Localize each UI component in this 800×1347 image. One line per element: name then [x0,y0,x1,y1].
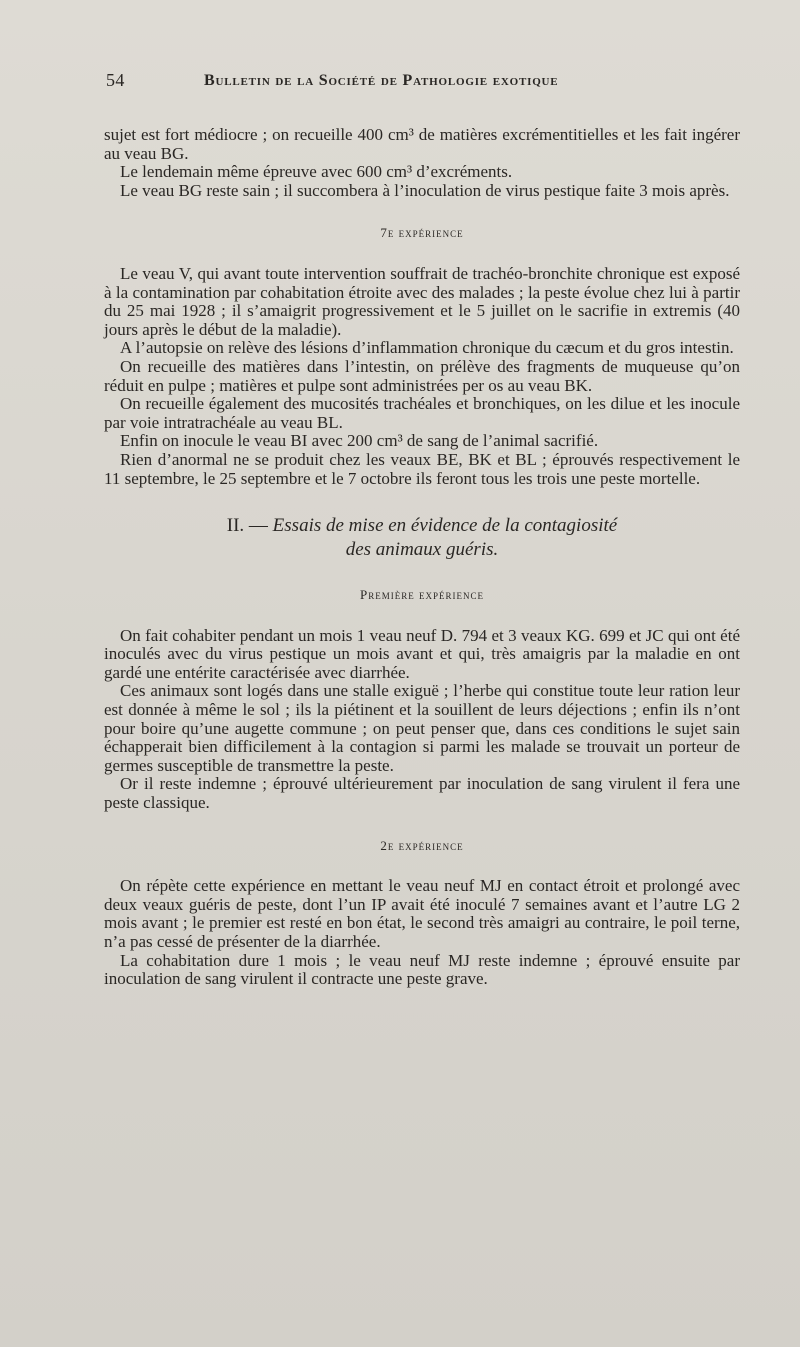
paragraph: Or il reste indemne ; éprouvé ultérieurement par inoculation de sang virulent il fera une peste classique. [104,774,740,813]
running-title: Bulletin de la Société de Pathologie exotique [204,72,559,89]
paragraph: sujet est fort médiocre ; on recueille 400 cm³ de matières excrémentitielles et les fait ingérer au veau BG. [104,125,740,163]
page-number: 54 [106,70,125,90]
page-body [104,126,740,989]
section-heading-exp1: Première expérience [360,587,484,603]
part-numeral: II. — [226,515,268,537]
paragraph: Enfin on inocule le veau BI avec 200 cm³ de sang de l’animal sacrifié. [120,431,599,451]
paragraph: On recueille également des mucosités trachéales et bronchiques, on les dilue et les inocule par voie intratrachéale au veau BL. [104,394,740,432]
section-heading-exp7: 7e expérience [380,225,464,241]
section-heading-exp2: 2e expérience [380,837,464,853]
paragraph: On répète cette expérience en mettant le veau neuf MJ en contact étroit et prolongé avec deux veaux guéris de peste, dont l’un IP avait été inoculé 7 semaines avant et l’autre LG 2 mois avant ; le premier est resté en bon état, le second très amaigri au contraire, le poil terne, n’a pas cessé de présenter de la diarrhée. [104,876,740,951]
paragraph: La cohabitation dure 1 mois ; le veau neuf MJ reste indemne ; éprouvé ensuite par inoculation de sang virulent il contracte une peste grave. [104,950,740,989]
part-title-line1: Essais de mise en évidence de la contagiosité [272,515,618,537]
paragraph: A l’autopsie on relève des lésions d’inflammation chronique du cæcum et du gros intestin. [120,338,734,358]
part-title [104,514,740,562]
paragraph: Rien d’anormal ne se produit chez les veaux BE, BK et BL ; éprouvés respectivement le 11 septembre, le 25 septembre et le 7 octobre ils feront tous les trois une peste mortelle. [104,449,740,488]
paragraph: Le veau BG reste sain ; il succombera à l’inoculation de virus pestique faite 3 mois après. [120,180,730,200]
paragraph: Le lendemain même épreuve avec 600 cm³ d’excréments. [120,162,513,182]
paragraph: On recueille des matières dans l’intestin, on prélève des fragments de muqueuse qu’on réduit en pulpe ; matières et pulpe sont administrées per os au veau BK. [104,356,740,395]
paragraph: Ces animaux sont logés dans une stalle exiguë ; l’herbe qui constitue toute leur ration leur est donnée à même le sol ; ils la piétinent et la souillent de leurs déjections ; enfin ils n’ont pour boire qu’une augette commune ; on peut penser que, dans ces conditions le sujet sain échapperait bien difficilement à la contagion si parmi les malade se trouvait un porteur de germes susceptible de transmettre la peste. [104,681,740,775]
part-title-line2: des animaux guéris. [345,539,499,561]
paragraph: On fait cohabiter pendant un mois 1 veau neuf D. 794 et 3 veaux KG. 699 et JC qui ont été inoculés avec du virus pestique un mois avant et qui, très amaigris par la maladie en ont gardé une entérite caractérisée avec diarrhée. [104,625,740,682]
paragraph: Le veau V, qui avant toute intervention souffrait de trachéo-bronchite chronique est exposé à la contamination par cohabitation étroite avec des malades ; la peste évolue chez lui à partir du 25 mai 1928 ; il s’amaigrit progressivement et le 5 juillet on le sacrifie in extremis (40 jours après le début de la maladie). [104,263,740,339]
